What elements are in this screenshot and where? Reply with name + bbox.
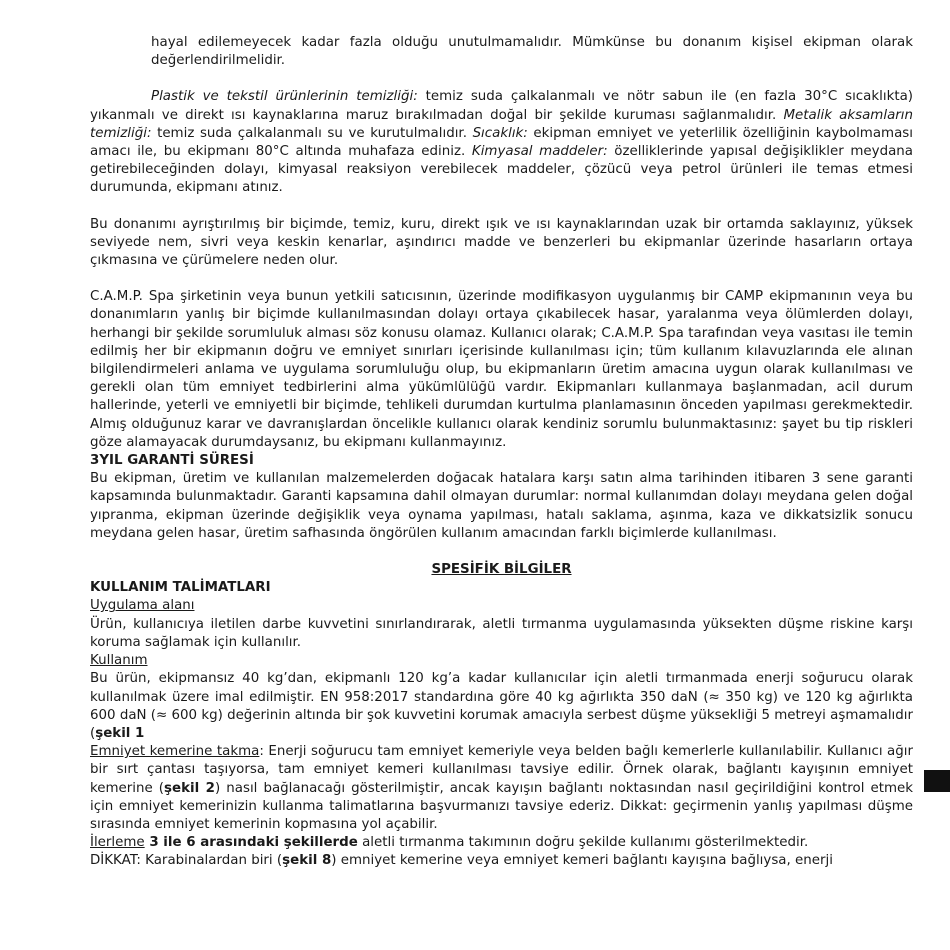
paragraph-intro: hayal edilemeyecek kadar fazla olduğu unutulmamalıdır. Mümkünse bu donanım kişisel ekipman olarak değerlendirilmelidir. (151, 35, 913, 69)
attention-paragraph (90, 852, 913, 870)
specific-info-title: SPESİFİK BİLGİLER (431, 562, 572, 578)
figure-ref-8: şekil 8 (282, 853, 332, 869)
figure-ref-1: şekil 1 (95, 725, 145, 741)
temperature-label: Sıcaklık: (472, 125, 528, 141)
harness-paragraph (90, 743, 913, 834)
paragraph-liability: C.A.M.P. Spa şirketinin veya bunun yetkili satıcısının, üzerinde modifikasyon uygulanmış bir CAMP ekipmanının veya bu donanımların yanlış bir biçimde kullanılmasından dolayı ortaya çıkabilecek hasar, yaralanma veya ölümlerden dolayı, herhangi bir şekilde sorumluluk alması söz konusu olamaz. Kullanıcı olarak; C.A.M.P. Spa tarafından veya vasıtası ile temin edilmiş her bir ekipmanın doğru ve emniyet sınırları içerisinde kullanılması için; tüm kullanım kılavuzlarında ele alınan bilgilendirmeleri anlama ve uygulama sorumluluğu olup, bu ekipmanların üretim amacına uygun olarak kullanılması ve gerekli olan tüm emniyet tedbirlerini alma yükümlülüğü vardır. Ekipmanları kullanmaya başlanmadan, acil durum hallerinde, yeterli ve emniyetli bir biçimde, tehlikeli durumdan kurtulma planlamasının önceden yapılması gerekmektedir. Almış olduğunuz karar ve davranışlardan öncelikle kullanıcı olarak kendiniz sorumlu bulunmaktasınız: şayet bu tip riskleri göze alamayacak durumdaysanız, bu ekipmanı kullanmayınız. (90, 289, 913, 450)
chemicals-text: özelliklerinde yapısal değişiklikler meydana getirebileceğinden dolayı, kimyasal reaksiyon verebilecek maddeler, çözücü veya petrol ürünleri ile temas etmesi durumunda, ekipmanı atınız. (90, 144, 913, 196)
page-edge-tab-marker (924, 770, 950, 792)
metal-cleaning-label: Metalik aksamların temizliği: (90, 107, 913, 141)
progress-text: aletli tırmanma takımının doğru şekilde kullanımı gösterilmektedir. (357, 835, 809, 851)
harness-text-1: : Enerji soğurucu tam emniyet kemeriyle veya belden bağlı kemerlerle kullanılabilir. Kullanıcı ağır bir sırt çantası taşıyorsa, tam emniyet kemeri kullanılması tavsiye edilir. Örnek olarak, bağlantı kayışının emniyet kemerine ( (90, 744, 913, 796)
warranty-heading: 3YIL GARANTİ SÜRESİ (90, 453, 254, 469)
progress-paragraph (90, 834, 913, 852)
chemicals-label: Kimyasal maddeler: (471, 144, 608, 160)
progress-heading: İlerleme (90, 835, 145, 851)
harness-heading: Emniyet kemerine takma (90, 744, 260, 760)
application-heading: Uygulama alanı (90, 598, 195, 614)
attention-text-2: ) emniyet kemerine veya emniyet kemeri bağlantı kayışına bağlıysa, enerji (331, 853, 833, 869)
harness-text-2: ) nasıl bağlanacağı gösterilmiştir, ancak kayışın bağlantı noktasından nasıl geçirildiğini kontrol etmek için emniyet kemerinizin kullanma talimatlarına başvurmanızı tavsiye ederiz. Dikkat: geçirmenin yanlış yapılması düşme sırasında emniyet kemerinin kopmasına yol açabilir. (90, 780, 914, 832)
paragraph-cleaning (90, 88, 913, 197)
warranty-text: Bu ekipman, üretim ve kullanılan malzemelerden doğacak hatalara karşı satın alma tarihinden itibaren 3 sene garanti kapsamında bulunmaktadır. Garanti kapsamına dahil olmayan durumlar: normal kullanımdan dolayı meydana gelen doğal yıpranma, ekipman üzerinde değişiklik veya oynama yapılması, hatalı saklama, aşınma, kaza ve dikkatsizlik sonucu meydana gelen hasar, üretim safhasında öngörülen kullanım amacından farklı biçimlerde kullanılması. (90, 471, 913, 541)
progress-figures: 3 ile 6 arasındaki şekillerde (144, 835, 358, 851)
paragraph-storage: Bu donanımı ayrıştırılmış bir biçimde, temiz, kuru, direkt ışık ve ısı kaynaklarından uzak bir ortamda saklayınız, yüksek seviyede nem, sivri veya keskin kenarlar, aşındırıcı madde ve benzerleri bu ekipmanlar üzerinde hasarların ortaya çıkmasına ve çürümelere neden olur. (90, 216, 913, 269)
use-text (90, 670, 913, 743)
use-body: Bu ürün, ekipmansız 40 kg’dan, ekipmanlı 120 kg’a kadar kullanıcılar için aletli tırmanmada enerji soğurucu olarak kullanılmak üzere imal edilmiştir. EN 958:2017 standardına göre 40 kg ağırlıkta 350 daN (≈ 350 kg) ve 120 kg ağırlıkta 600 daN (≈ 600 kg) değerinin altında bir şok kuvvetini korumak amacıyla serbest düşme yüksekliği 5 metreyi aşmamalıdır ( (90, 671, 913, 741)
cleaning-label: Plastik ve tekstil ürünlerinin temizliği: (151, 89, 418, 105)
cleaning-text: temiz suda çalkalanmalı ve nötr sabun ile (en fazla 30°C sıcaklıkta) yıkanmalı ve direkt ısı kaynaklarına maruz bırakılmadan doğal bir şekilde kuruması sağlanmalıdır. (90, 89, 914, 123)
use-heading: Kullanım (90, 653, 148, 669)
metal-cleaning-text: temiz suda çalkalanmalı su ve kurutulmalıdır. (151, 125, 473, 141)
usage-heading: KULLANIM TALİMATLARI (90, 580, 271, 596)
attention-text-1: DİKKAT: Karabinalardan biri ( (90, 853, 283, 869)
application-text: Ürün, kullanıcıya iletilen darbe kuvvetini sınırlandırarak, aletli tırmanma uygulamasında yüksekten düşme riskine karşı koruma sağlamak için kullanılır. (90, 616, 913, 650)
temperature-text: ekipman emniyet ve yeterlilik özelliğinin kaybolmaması amacı ile, bu ekipmanı 80°C altında muhafaza ediniz. (90, 125, 913, 160)
figure-ref-2: şekil 2 (164, 780, 215, 796)
document-page (90, 34, 913, 871)
